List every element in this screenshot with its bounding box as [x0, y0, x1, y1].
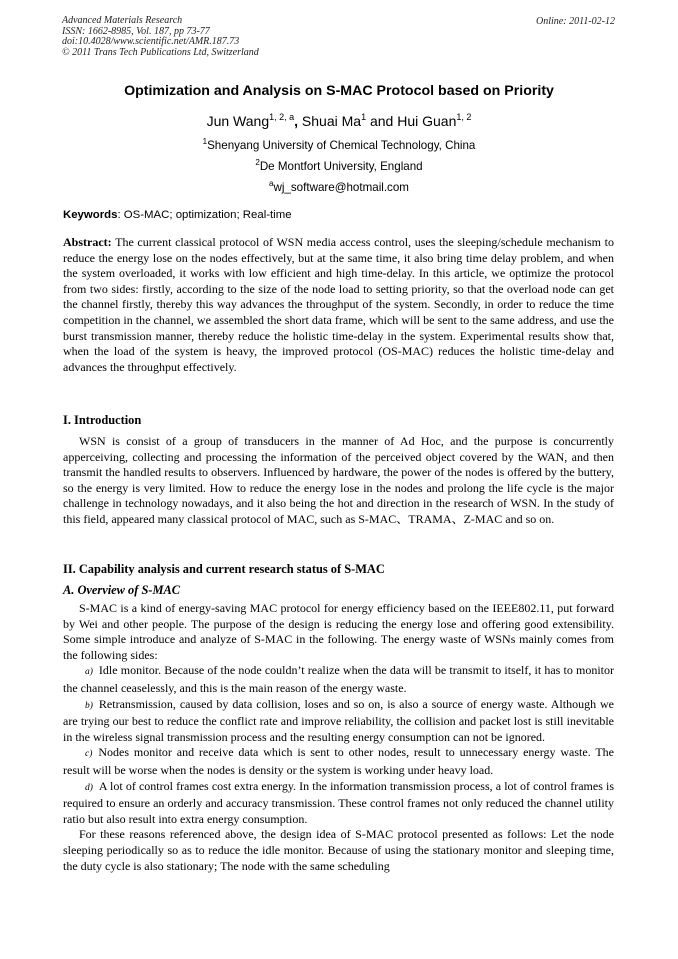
affiliation-text: Shenyang University of Chemical Technology, China [207, 139, 476, 152]
paragraph: WSN is consist of a group of transducers in the manner of Ad Hoc, and the purpose is concurrently apperceiving, collecting and processing the information of the perceived object covered by the WAN, and then transmit the handled results to observers. Influenced by hardware, the power of the nodes is offered by the buttery, so the energy is very limited. How to reduce the energy lose in the nodes and prolong the life cycle is the major challenge in technology nowadays, and it also being the hot and direction in the research of WSN. In the study of this field, appeared many classical protocol of MAC, such as S-MAC、TRAMA、Z-MAC and so on. [63, 434, 614, 526]
online-date: Online: 2011-02-12 [536, 16, 615, 27]
author-separator: and [366, 113, 398, 129]
paragraph: For these reasons referenced above, the design idea of S-MAC protocol presented as follows: Let the node sleeping periodically so as to reduce the idle monitor. Because of using the stationary monitor and sleeping time, the duty cycle is also stationary; The node with the same scheduling [63, 827, 614, 873]
keywords-text: OS-MAC; optimization; Real-time [123, 209, 292, 221]
author-affiliation-mark: 1, 2, a [269, 112, 295, 122]
author-line [0, 113, 678, 129]
affiliation-line [0, 160, 678, 173]
paragraph: S-MAC is a kind of energy-saving MAC protocol for energy efficiency based on the IEEE802.11, put forward by Wei and other people. The purpose of the design is reducing the energy lose and offering good extensibility. Some simple introduce and analyze of S-MAC in the following. The energy waste of WSNs mainly comes from the following sides: [63, 601, 614, 662]
author-affiliation-mark: 1 [361, 112, 367, 122]
list-marker: b) [85, 700, 93, 711]
keywords: Keywords: OS-MAC; optimization; Real-time [63, 209, 292, 221]
keywords-label: Keywords [63, 209, 118, 221]
list-item [63, 745, 614, 778]
author-name: Jun Wang [206, 113, 270, 129]
abstract [63, 235, 614, 375]
paper-title: Optimization and Analysis on S-MAC Protocol based on Priority [124, 83, 554, 99]
author-separator: , [294, 113, 302, 129]
section-heading: I. Introduction [63, 413, 142, 427]
journal-issn: ISSN: 1662-8985, Vol. 187, pp 73-77 [62, 25, 210, 37]
section-body [63, 601, 614, 874]
list-marker: c) [85, 749, 93, 760]
section-heading: II. Capability analysis and current research status of S-MAC [63, 562, 385, 576]
author-affiliation-mark: 1, 2 [456, 112, 472, 122]
affiliation-mark: 2 [255, 158, 260, 167]
journal-copyright: © 2011 Trans Tech Publications Ltd, Switzerland [62, 46, 259, 58]
journal-name: Advanced Materials Research [62, 15, 183, 26]
affiliation-text: De Montfort University, England [259, 160, 423, 173]
introduction-body [63, 434, 614, 528]
subsection-heading: A. Overview of S-MAC [63, 583, 181, 597]
list-marker: d) [85, 782, 93, 793]
author-email: wj_software@hotmail.com [273, 181, 409, 194]
affiliation-mark: a [269, 179, 274, 188]
list-item [63, 779, 614, 828]
list-marker: a) [85, 667, 93, 678]
abstract-label: Abstract: [63, 235, 112, 249]
journal-doi: doi:10.4028/www.scientific.net/AMR.187.73 [62, 36, 240, 48]
email-line [0, 181, 678, 194]
list-item-text: Idle monitor. Because of the node couldn’t realize when the data will be transmit to itself, it has to monitor the channel ceaselessly, and this is the main reason of the energy waste. [63, 663, 614, 695]
list-item-text: Retransmission, caused by data collision, loses and so on, is also a source of energy waste. Although we are trying our best to reduce the conflict rate and improve reliability, the collision and packet lost is still inevitable in the wireless signal transmission process and the resulting energy consumption can not be ignored. [63, 696, 614, 744]
abstract-text: The current classical protocol of WSN media access control, uses the sleeping/schedule mechanism to reduce the energy lose on the nodes effectively, but at the same time, it also bring time delay problem, and when the system overloaded, it works with low efficient and high time-delay. In this article, we optimize the protocol from two sides: firstly, according to the size of the node load to setting priority, so that the overload node can get the channel firstly, thereby this way advances the throughput of the system. Secondly, in order to reduce the time competition in the channel, we assembled the short data frame, which will be sent to the same address, and use the burst transmission manner, thereby reduce the holistic time-delay in the system. Experimental results show that, when the load of the system is heavy, the improved protocol (OS-MAC) reduces the holistic time-delay and advances the throughput effectively. [63, 235, 614, 374]
list-item [63, 697, 614, 746]
list-item-text: Nodes monitor and receive data which is sent to other nodes, result to unnecessary energy waste. The result will be worse when the nodes is density or the system is working under heavy load. [63, 745, 614, 777]
affiliation-mark: 1 [202, 137, 208, 146]
author-name: Shuai Ma [301, 113, 362, 129]
list-item-text: A lot of control frames cost extra energy. In the information transmission process, a lot of control frames is required to ensure an orderly and accuracy transmission. These control frames not only reduced the channel utility ratio but also result into extra energy consumption. [63, 778, 614, 826]
journal-header [62, 16, 259, 58]
affiliation-line [0, 139, 678, 152]
list-item [63, 663, 614, 696]
author-name: Hui Guan [397, 113, 457, 129]
